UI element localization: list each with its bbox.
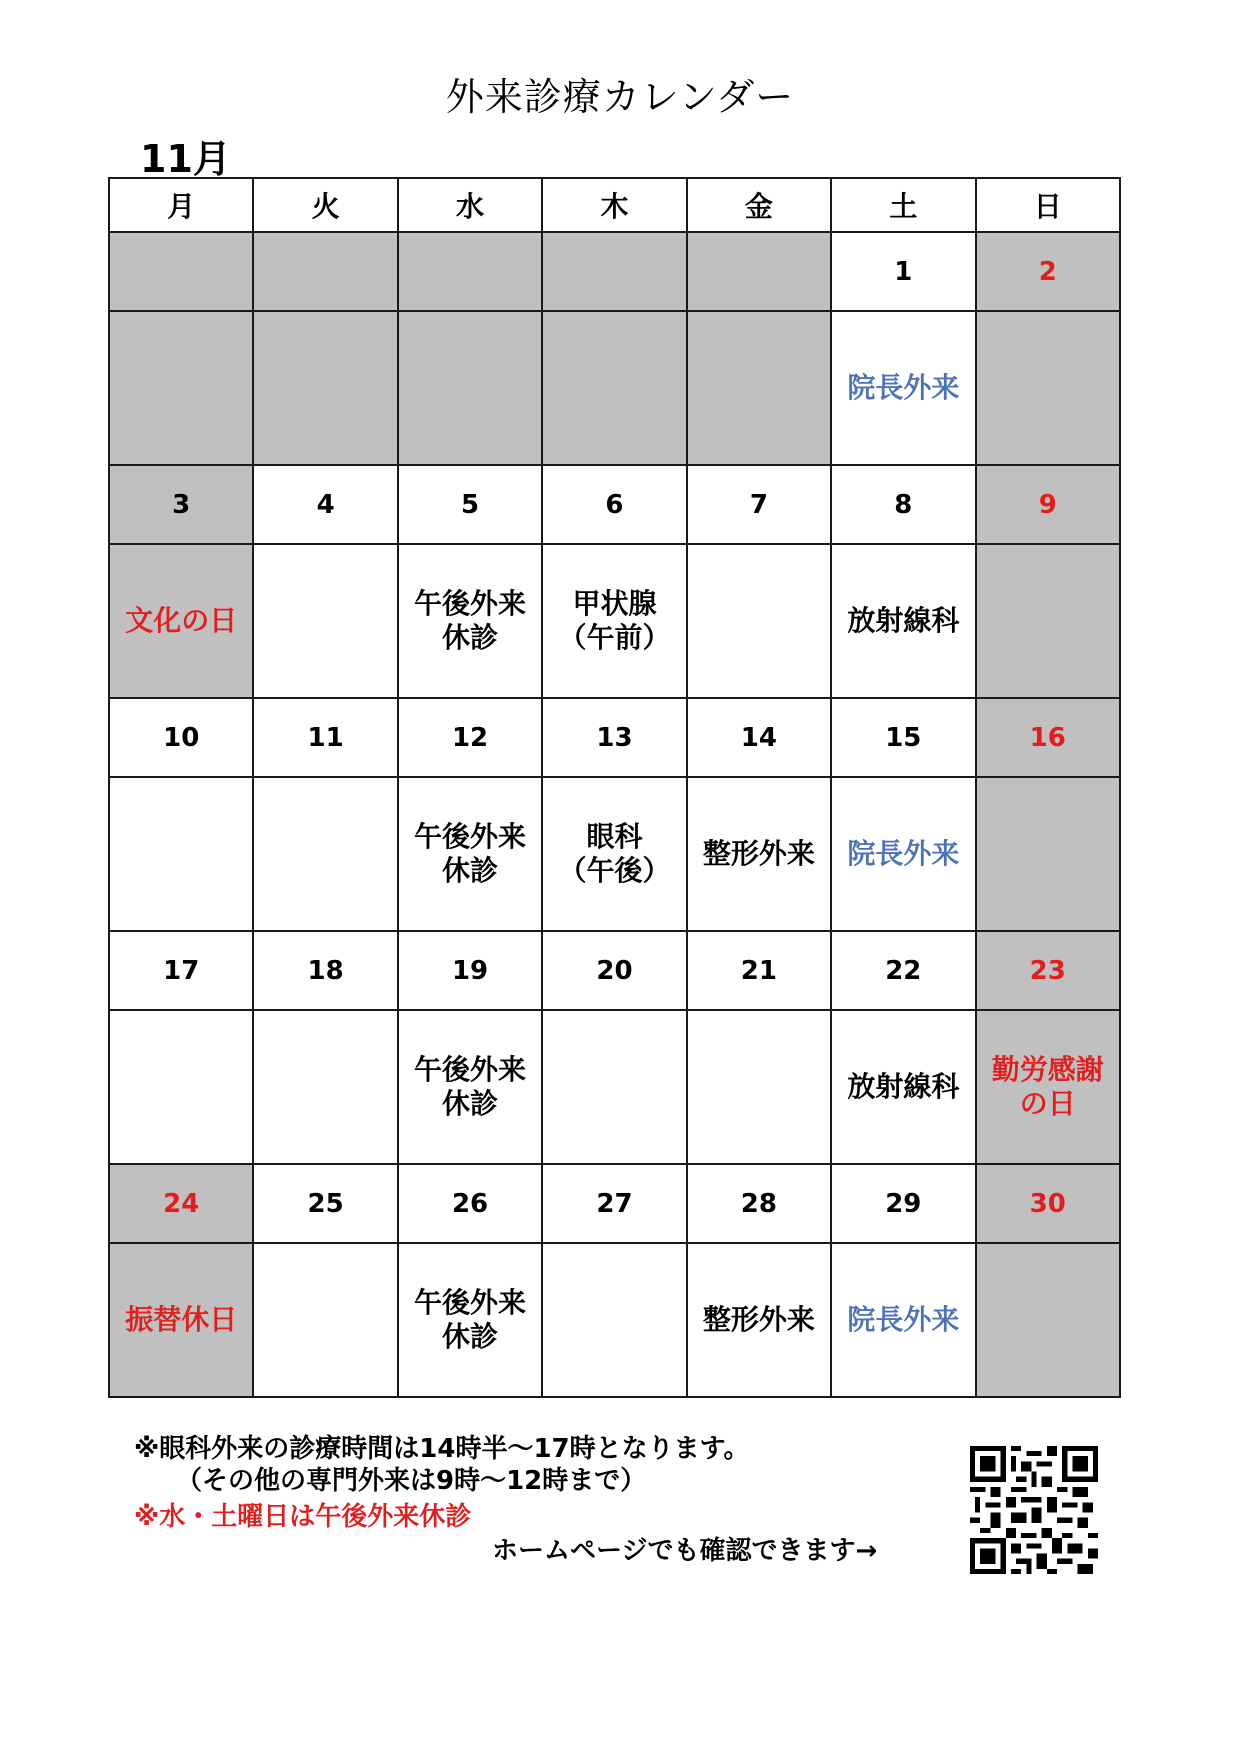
week-4-notes (109, 1010, 1120, 1164)
date-cell-sunday: 30 (976, 1164, 1120, 1243)
note-cell-director: 院長外来 (831, 1243, 975, 1397)
week-2-dates (109, 465, 1120, 544)
note-cell (253, 1243, 397, 1397)
weekday-mon: 月 (109, 178, 253, 232)
note-cell: 午後外来 休診 (398, 1243, 542, 1397)
date-cell: 7 (687, 465, 831, 544)
date-cell: 25 (253, 1164, 397, 1243)
note-cell (687, 544, 831, 698)
date-cell: 17 (109, 931, 253, 1010)
week-1-notes (109, 311, 1120, 465)
note-cell: 午後外来 休診 (398, 544, 542, 698)
note-cell-director: 院長外来 (831, 777, 975, 931)
date-cell: 20 (542, 931, 686, 1010)
note-cell-holiday: 振替休日 (109, 1243, 253, 1397)
date-cell: 8 (831, 465, 975, 544)
date-cell: 28 (687, 1164, 831, 1243)
date-cell: 5 (398, 465, 542, 544)
date-cell: 29 (831, 1164, 975, 1243)
date-cell: 14 (687, 698, 831, 777)
weekday-wed: 水 (398, 178, 542, 232)
date-cell-empty (542, 232, 686, 311)
note-cell-sunday (976, 777, 1120, 931)
month-label: 11月 (140, 137, 231, 181)
date-cell-empty (109, 232, 253, 311)
date-cell: 21 (687, 931, 831, 1010)
weekday-thu: 木 (542, 178, 686, 232)
note-cell: 整形外来 (687, 777, 831, 931)
note-cell: 整形外来 (687, 1243, 831, 1397)
note-cell-empty (687, 311, 831, 465)
note-cell (687, 1010, 831, 1164)
note-cell (109, 777, 253, 931)
date-cell: 6 (542, 465, 686, 544)
note-cell (109, 1010, 253, 1164)
date-cell: 11 (253, 698, 397, 777)
date-cell-sunday: 9 (976, 465, 1120, 544)
note-cell: 放射線科 (831, 544, 975, 698)
note-cell-holiday: 勤労感謝 の日 (976, 1010, 1120, 1164)
weekday-header-row (109, 178, 1120, 232)
footer-homepage-note: ホームページでも確認できます→ (492, 1536, 878, 1566)
date-cell-empty (398, 232, 542, 311)
note-cell-sunday (976, 1243, 1120, 1397)
date-cell-sunday: 2 (976, 232, 1120, 311)
footer-note-specialist-hours: （その他の専門外来は9時～12時まで） (176, 1466, 647, 1496)
footer-note-closed-afternoons: ※水・土曜日は午後外来休診 (134, 1502, 472, 1532)
calendar-table (108, 177, 1121, 1398)
note-cell-holiday: 文化の日 (109, 544, 253, 698)
note-cell (542, 1243, 686, 1397)
date-cell: 13 (542, 698, 686, 777)
date-cell: 27 (542, 1164, 686, 1243)
date-cell: 22 (831, 931, 975, 1010)
date-cell: 1 (831, 232, 975, 311)
note-cell: 眼科 （午後） (542, 777, 686, 931)
date-cell-holiday: 3 (109, 465, 253, 544)
weekday-fri: 金 (687, 178, 831, 232)
note-cell-empty (542, 311, 686, 465)
date-cell: 19 (398, 931, 542, 1010)
note-cell-empty (398, 311, 542, 465)
date-cell: 18 (253, 931, 397, 1010)
date-cell: 10 (109, 698, 253, 777)
weekday-tue: 火 (253, 178, 397, 232)
date-cell-empty (687, 232, 831, 311)
date-cell-sunday: 16 (976, 698, 1120, 777)
date-cell: 15 (831, 698, 975, 777)
week-3-dates (109, 698, 1120, 777)
week-1-dates (109, 232, 1120, 311)
note-cell-sunday (976, 544, 1120, 698)
note-cell (253, 544, 397, 698)
note-cell-sunday (976, 311, 1120, 465)
note-cell: 午後外来 休診 (398, 1010, 542, 1164)
note-cell-director: 院長外来 (831, 311, 975, 465)
date-cell: 12 (398, 698, 542, 777)
weekday-sat: 土 (831, 178, 975, 232)
date-cell-holiday: 24 (109, 1164, 253, 1243)
date-cell: 4 (253, 465, 397, 544)
note-cell (253, 1010, 397, 1164)
note-cell: 午後外来 休診 (398, 777, 542, 931)
date-cell: 26 (398, 1164, 542, 1243)
week-2-notes (109, 544, 1120, 698)
note-cell (542, 1010, 686, 1164)
week-5-dates (109, 1164, 1120, 1243)
note-cell-empty (109, 311, 253, 465)
footer-note-ophthalmology-hours: ※眼科外来の診療時間は14時半～17時となります。 (134, 1434, 750, 1464)
date-cell-sunday: 23 (976, 931, 1120, 1010)
note-cell: 甲状腺 （午前） (542, 544, 686, 698)
note-cell (253, 777, 397, 931)
note-cell: 放射線科 (831, 1010, 975, 1164)
week-3-notes (109, 777, 1120, 931)
note-cell-empty (253, 311, 397, 465)
week-5-notes (109, 1243, 1120, 1397)
date-cell-empty (253, 232, 397, 311)
weekday-sun: 日 (976, 178, 1120, 232)
page-title: 外来診療カレンダー (445, 75, 795, 119)
qr-code-icon[interactable] (970, 1446, 1098, 1574)
week-4-dates (109, 931, 1120, 1010)
